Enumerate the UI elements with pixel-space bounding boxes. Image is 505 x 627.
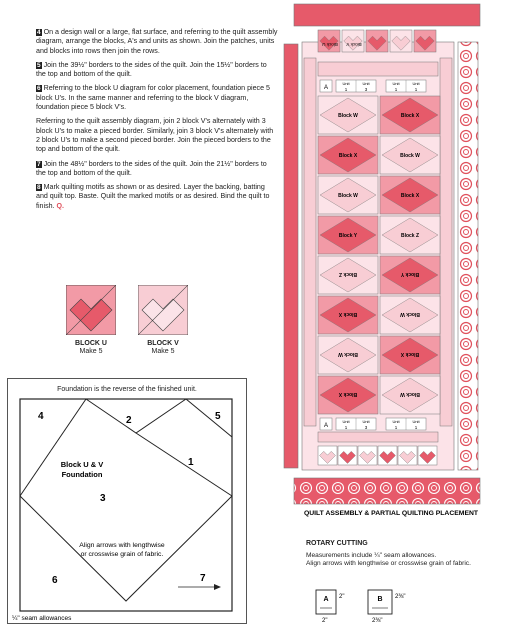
foundation-caption: Foundation is the reverse of the finished unit. xyxy=(57,386,197,393)
top-border-block xyxy=(318,30,340,52)
unit-label: Unit xyxy=(392,81,400,86)
block-v-illustration xyxy=(138,285,188,335)
rotary-title: ROTARY CUTTING xyxy=(306,540,368,547)
quilt-block xyxy=(318,176,378,214)
quilt-block xyxy=(380,176,440,214)
template-a-dim: 2" xyxy=(339,594,345,600)
step-7: 7 Join the 48½" borders to the sides of the quilt. Join the 21½" borders to the top and bottom of the quilt. xyxy=(36,159,267,177)
end-mark: Q. xyxy=(56,201,65,210)
template-b-dim: 2⅜" xyxy=(395,594,406,600)
foundation-diagram xyxy=(8,379,246,623)
piece-number-6: 6 xyxy=(52,575,58,586)
quilt-block-label: Block Z xyxy=(400,233,420,239)
unit-label: Unit xyxy=(392,419,400,424)
top-pieced-border xyxy=(318,30,436,52)
rotary-line-2: Align arrows with lengthwise or crosswise grain of fabric. xyxy=(306,560,471,567)
unit-number: 3 xyxy=(364,425,368,430)
unit-a-label: A xyxy=(323,85,329,91)
quilt-block-label: Block Z xyxy=(338,271,358,277)
unit-number: 1 xyxy=(414,425,418,430)
unit-number: 3 xyxy=(364,87,368,92)
heart-block xyxy=(318,446,337,465)
unit-label: Unit xyxy=(362,81,370,86)
piece-number-3: 3 xyxy=(100,493,106,504)
quilt-assembly-caption: QUILT ASSEMBLY & PARTIAL QUILTING PLACEMENT xyxy=(303,510,479,517)
quilt-block xyxy=(318,376,378,414)
assembly-instructions xyxy=(36,28,278,216)
quilt-block-label: Block X xyxy=(400,193,420,199)
quilt-block-label: Block X xyxy=(400,351,420,357)
heart-block xyxy=(358,446,377,465)
step-6-continued: Referring to the quilt assembly diagram, join 2 block V's alternately with 3 block U's to make a pieced border. Similarly, join 3 block V's alternately with 2 block U's to make a second pieced border. Join the pieced borders to the top and bottom of the quilt. xyxy=(36,117,274,154)
unit-cell xyxy=(386,80,426,92)
quilt-block xyxy=(380,216,440,254)
top-border-block xyxy=(414,30,436,52)
quilt-block-label: Block Y xyxy=(400,271,420,277)
quilt-block-label: Block W xyxy=(338,193,358,199)
step-6: 6 Referring to the block U diagram for color placement, foundation piece 5 block U's. In the same manner and referring to the block V diagram, foundation piece 5 block V's. xyxy=(36,84,270,112)
foundation-panel xyxy=(7,378,247,624)
foundation-label-1: Block U & V xyxy=(60,460,104,469)
piece-number-4: 4 xyxy=(38,411,44,422)
quilt-block xyxy=(318,336,378,374)
quilt-block xyxy=(380,376,440,414)
quilt-block xyxy=(380,136,440,174)
piece-number-5: 5 xyxy=(215,411,221,422)
unit-a-square xyxy=(320,418,332,430)
unit-cell xyxy=(336,80,376,92)
rotary-cutting-section xyxy=(306,540,496,568)
quilt-block-label: Block X xyxy=(338,311,358,317)
unit-number: 1 xyxy=(344,87,348,92)
unit-number: 1 xyxy=(414,87,418,92)
unit-number: 1 xyxy=(344,425,348,430)
top-border-block xyxy=(366,30,388,52)
unit-a-label: A xyxy=(323,423,329,429)
piece-number-7: 7 xyxy=(200,573,206,584)
unit-label: Unit xyxy=(342,419,350,424)
step-8: 8 Mark quilting motifs as shown or as desired. Layer the backing, batting and quilt top. Baste. Quilt the marked motifs or as desired. Bind the quilt to finish. Q. xyxy=(36,183,270,210)
template-b-label: B xyxy=(377,596,383,603)
foundation-label-2: Foundation xyxy=(61,470,103,479)
unit-a-square xyxy=(320,80,332,92)
quilt-block-label: Block X xyxy=(338,391,358,397)
unit-cell xyxy=(336,418,376,430)
quilt-block-label: Block W xyxy=(400,311,420,317)
quilt-block-label: Block X xyxy=(338,153,358,159)
heart-block xyxy=(338,446,357,465)
unit-label: Unit xyxy=(412,81,420,86)
unit-label: Unit xyxy=(342,81,350,86)
quilt-block xyxy=(318,136,378,174)
heart-block xyxy=(418,446,437,465)
piece-number-1: 1 xyxy=(188,457,194,468)
block-u-caption: BLOCK U Make 5 xyxy=(75,340,107,355)
quilt-block xyxy=(380,296,440,334)
align-note-1: Align arrows with lengthwise xyxy=(79,542,165,549)
top-border-label-u: Block U xyxy=(322,42,338,47)
block-u-illustration xyxy=(66,285,116,335)
rotary-line-1: Measurements include ¼" seam allowances. xyxy=(306,552,437,559)
quilt-block xyxy=(318,256,378,294)
quilt-block xyxy=(318,216,378,254)
quilt-block xyxy=(380,96,440,134)
block-v-caption: BLOCK V Make 5 xyxy=(147,340,179,355)
quilt-block-label: Block Y xyxy=(338,233,358,239)
quilt-block-label: Block W xyxy=(400,391,420,397)
unit-label: Unit xyxy=(362,419,370,424)
unit-label: Unit xyxy=(412,419,420,424)
template-b-dim-bottom: 2⅜" xyxy=(372,618,383,624)
seam-allowance-note: ¼" seam allowances xyxy=(12,615,72,622)
rotary-templates xyxy=(306,588,426,624)
top-border-block xyxy=(390,30,412,52)
heart-block xyxy=(398,446,417,465)
quilt-assembly-diagram xyxy=(282,0,500,520)
quilt-block-label: Block W xyxy=(338,113,358,119)
quilt-block xyxy=(380,256,440,294)
quilt-block-label: Block W xyxy=(338,351,358,357)
top-border-block xyxy=(342,30,364,52)
unit-cell xyxy=(386,418,426,430)
unit-number: 1 xyxy=(394,425,398,430)
quilt-block xyxy=(318,96,378,134)
align-note-2: or crosswise grain of fabric. xyxy=(80,551,164,558)
quilt-block xyxy=(380,336,440,374)
step-5: 5 Join the 39½" borders to the sides of the quilt. Join the 15½" borders to the top and bottom of the quilt. xyxy=(36,60,267,79)
step-4: 4 On a design wall or a large, flat surface, and referring to the quilt assembly diagram, arrange the blocks, A's and units as shown. Join the patches, units and blocks into rows then join the rows. xyxy=(36,28,278,55)
heart-block xyxy=(378,446,397,465)
piece-number-2: 2 xyxy=(126,415,132,426)
quilt-block-label: Block W xyxy=(400,153,420,159)
quilt-block-label: Block X xyxy=(400,113,420,119)
template-a-dim-bottom: 2" xyxy=(322,618,328,624)
template-a-label: A xyxy=(323,596,329,603)
top-border-label-v: Block V xyxy=(346,42,362,47)
unit-number: 1 xyxy=(394,87,398,92)
quilt-block xyxy=(318,296,378,334)
